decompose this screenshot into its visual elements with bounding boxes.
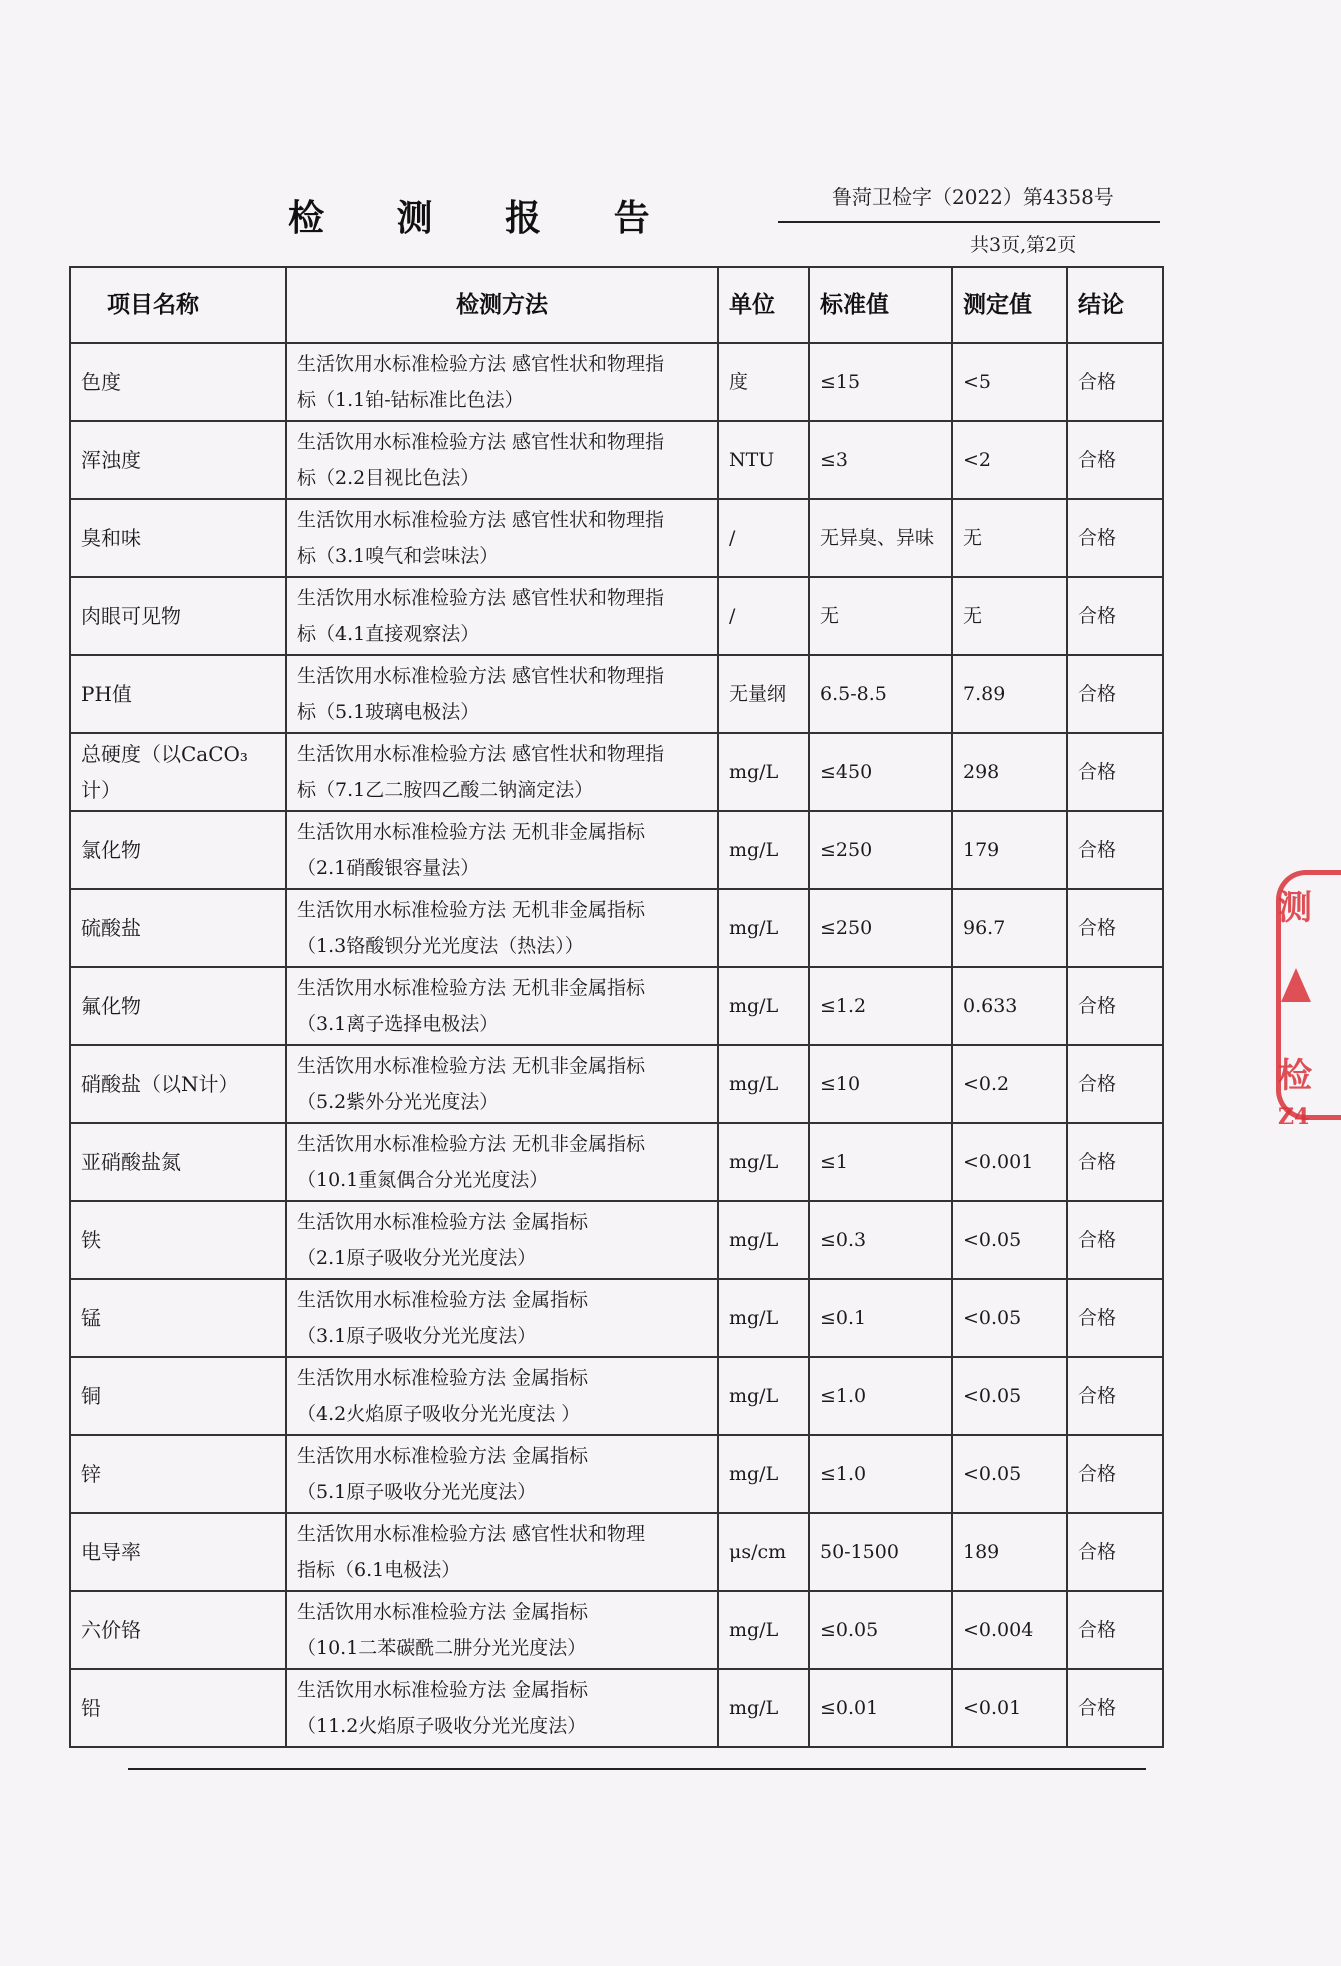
item-name-cell: 总硬度（以CaCO₃计） [70, 733, 286, 811]
method-line-1: 生活饮用水标准检验方法 感官性状和物理指 [297, 743, 665, 765]
table-row [70, 1045, 1163, 1123]
result-cell: 合格 [1067, 1279, 1163, 1357]
method-line-1: 生活饮用水标准检验方法 无机非金属指标 [297, 1055, 646, 1077]
method-line-2: （11.2火焰原子吸收分光光度法） [297, 1715, 587, 1737]
method-cell [286, 1591, 718, 1669]
method-line-1: 生活饮用水标准检验方法 感官性状和物理指 [297, 509, 665, 531]
header-standard: 标准值 [809, 267, 952, 343]
method-line-1: 生活饮用水标准检验方法 无机非金属指标 [297, 977, 646, 999]
unit-cell: NTU [718, 421, 809, 499]
table-row [70, 889, 1163, 967]
method-line-1: 生活饮用水标准检验方法 无机非金属指标 [297, 1133, 646, 1155]
method-cell [286, 1123, 718, 1201]
result-cell: 合格 [1067, 733, 1163, 811]
item-name-cell: 色度 [70, 343, 286, 421]
method-cell [286, 1201, 718, 1279]
footer-rule [128, 1768, 1146, 1770]
standard-value-cell: ≤450 [809, 733, 952, 811]
method-line-2: 标（7.1乙二胺四乙酸二钠滴定法） [297, 779, 594, 801]
table-row [70, 967, 1163, 1045]
item-name-cell: 肉眼可见物 [70, 577, 286, 655]
method-line-1: 生活饮用水标准检验方法 感官性状和物理指 [297, 587, 665, 609]
result-cell: 合格 [1067, 1669, 1163, 1747]
standard-value-cell: 无异臭、异味 [809, 499, 952, 577]
header-measured: 测定值 [952, 267, 1067, 343]
item-name-cell: 氟化物 [70, 967, 286, 1045]
report-title: 检 测 报 告 [288, 197, 680, 239]
measured-value-cell: 无 [952, 577, 1067, 655]
item-name-cell: 电导率 [70, 1513, 286, 1591]
method-line-1: 生活饮用水标准检验方法 金属指标 [297, 1289, 589, 1311]
standard-value-cell: ≤1.0 [809, 1435, 952, 1513]
unit-cell: mg/L [718, 1201, 809, 1279]
standard-value-cell: ≤1.0 [809, 1357, 952, 1435]
item-name-cell: 臭和味 [70, 499, 286, 577]
method-line-2: 标（3.1嗅气和尝味法） [297, 545, 499, 567]
method-cell [286, 889, 718, 967]
table-row [70, 577, 1163, 655]
unit-cell: mg/L [718, 967, 809, 1045]
measured-value-cell: 7.89 [952, 655, 1067, 733]
table-row [70, 1357, 1163, 1435]
measured-value-cell: 298 [952, 733, 1067, 811]
table-row [70, 733, 1163, 811]
standard-value-cell: ≤1 [809, 1123, 952, 1201]
unit-cell: mg/L [718, 1435, 809, 1513]
method-cell [286, 499, 718, 577]
item-name-cell: 六价铬 [70, 1591, 286, 1669]
result-cell: 合格 [1067, 1045, 1163, 1123]
item-name-cell: 硫酸盐 [70, 889, 286, 967]
standard-value-cell: ≤0.3 [809, 1201, 952, 1279]
header-unit: 单位 [718, 267, 809, 343]
method-line-1: 生活饮用水标准检验方法 感官性状和物理 [297, 1523, 646, 1545]
method-line-2: （5.2紫外分光光度法） [297, 1091, 499, 1113]
measured-value-cell: 96.7 [952, 889, 1067, 967]
method-line-2: （3.1离子选择电极法） [297, 1013, 499, 1035]
table-row [70, 1435, 1163, 1513]
standard-value-cell: 无 [809, 577, 952, 655]
method-line-2: 标（5.1玻璃电极法） [297, 701, 480, 723]
method-line-2: （4.2火焰原子吸收分光光度法 ） [297, 1403, 581, 1425]
standard-value-cell: ≤3 [809, 421, 952, 499]
method-line-2: 标（2.2目视比色法） [297, 467, 480, 489]
result-cell: 合格 [1067, 1201, 1163, 1279]
measured-value-cell: <0.05 [952, 1435, 1067, 1513]
method-line-2: （10.1重氮偶合分光光度法） [297, 1169, 549, 1191]
method-line-1: 生活饮用水标准检验方法 感官性状和物理指 [297, 431, 665, 453]
result-cell: 合格 [1067, 1123, 1163, 1201]
unit-cell: 无量纲 [718, 655, 809, 733]
document-number: 鲁菏卫检字（2022）第4358号 [832, 185, 1114, 209]
header-result: 结论 [1067, 267, 1163, 343]
page-info: 共3页,第2页 [970, 234, 1077, 256]
method-line-2: 标（1.1铂-钴标准比色法） [297, 389, 524, 411]
seal-text-top: 测 [1278, 888, 1312, 928]
measured-value-cell: <0.2 [952, 1045, 1067, 1123]
unit-cell: mg/L [718, 889, 809, 967]
method-line-2: （1.3铬酸钡分光光度法（热法）） [297, 935, 584, 957]
seal-star-icon [1281, 968, 1311, 1002]
item-name-cell: 浑浊度 [70, 421, 286, 499]
item-name-cell: 亚硝酸盐氮 [70, 1123, 286, 1201]
unit-cell: μs/cm [718, 1513, 809, 1591]
item-name-cell: PH值 [70, 655, 286, 733]
table-row [70, 655, 1163, 733]
unit-cell: mg/L [718, 733, 809, 811]
measured-value-cell: <0.001 [952, 1123, 1067, 1201]
result-cell: 合格 [1067, 421, 1163, 499]
method-line-1: 生活饮用水标准检验方法 金属指标 [297, 1601, 589, 1623]
standard-value-cell: ≤250 [809, 811, 952, 889]
item-name-cell: 铅 [70, 1669, 286, 1747]
standard-value-cell: 6.5-8.5 [809, 655, 952, 733]
method-cell [286, 1045, 718, 1123]
standard-value-cell: ≤250 [809, 889, 952, 967]
unit-cell: mg/L [718, 1123, 809, 1201]
table-row [70, 343, 1163, 421]
table-row [70, 1669, 1163, 1747]
table-row [70, 421, 1163, 499]
unit-cell: 度 [718, 343, 809, 421]
method-line-1: 生活饮用水标准检验方法 金属指标 [297, 1679, 589, 1701]
result-cell: 合格 [1067, 577, 1163, 655]
method-line-1: 生活饮用水标准检验方法 无机非金属指标 [297, 899, 646, 921]
method-line-2: 指标（6.1电极法） [297, 1559, 461, 1581]
item-name-cell: 锌 [70, 1435, 286, 1513]
results-table [69, 266, 1164, 1748]
method-line-1: 生活饮用水标准检验方法 金属指标 [297, 1211, 589, 1233]
method-cell [286, 1669, 718, 1747]
unit-cell: mg/L [718, 1279, 809, 1357]
unit-cell: / [718, 499, 809, 577]
table-header-row [70, 267, 1163, 343]
seal-code: Z4 [1278, 1104, 1310, 1130]
result-cell: 合格 [1067, 343, 1163, 421]
method-cell [286, 421, 718, 499]
measured-value-cell: <0.05 [952, 1357, 1067, 1435]
method-cell [286, 811, 718, 889]
method-line-1: 生活饮用水标准检验方法 感官性状和物理指 [297, 353, 665, 375]
method-cell [286, 1279, 718, 1357]
method-cell [286, 655, 718, 733]
method-cell [286, 1357, 718, 1435]
header-rule [778, 221, 1160, 223]
unit-cell: mg/L [718, 1669, 809, 1747]
result-cell: 合格 [1067, 499, 1163, 577]
measured-value-cell: <2 [952, 421, 1067, 499]
result-cell: 合格 [1067, 1357, 1163, 1435]
unit-cell: / [718, 577, 809, 655]
unit-cell: mg/L [718, 1591, 809, 1669]
result-cell: 合格 [1067, 967, 1163, 1045]
method-cell [286, 343, 718, 421]
result-cell: 合格 [1067, 811, 1163, 889]
result-cell: 合格 [1067, 1591, 1163, 1669]
result-cell: 合格 [1067, 1435, 1163, 1513]
table-row [70, 499, 1163, 577]
table-row [70, 1513, 1163, 1591]
table-row [70, 1279, 1163, 1357]
measured-value-cell: <0.004 [952, 1591, 1067, 1669]
item-name-cell: 锰 [70, 1279, 286, 1357]
measured-value-cell: 179 [952, 811, 1067, 889]
unit-cell: mg/L [718, 1357, 809, 1435]
table-row [70, 811, 1163, 889]
item-name-cell: 氯化物 [70, 811, 286, 889]
item-name-cell: 铜 [70, 1357, 286, 1435]
method-cell [286, 733, 718, 811]
measured-value-cell: 0.633 [952, 967, 1067, 1045]
unit-cell: mg/L [718, 811, 809, 889]
standard-value-cell: ≤15 [809, 343, 952, 421]
measured-value-cell: 189 [952, 1513, 1067, 1591]
measured-value-cell: <0.01 [952, 1669, 1067, 1747]
method-cell [286, 967, 718, 1045]
method-line-2: （2.1硝酸银容量法） [297, 857, 480, 879]
table-row [70, 1201, 1163, 1279]
standard-value-cell: 50-1500 [809, 1513, 952, 1591]
method-cell [286, 1513, 718, 1591]
method-cell [286, 577, 718, 655]
header-method: 检测方法 [286, 267, 718, 343]
table-row [70, 1123, 1163, 1201]
measured-value-cell: <0.05 [952, 1279, 1067, 1357]
standard-value-cell: ≤1.2 [809, 967, 952, 1045]
table-row [70, 1591, 1163, 1669]
result-cell: 合格 [1067, 655, 1163, 733]
method-line-2: 标（4.1直接观察法） [297, 623, 480, 645]
measured-value-cell: <5 [952, 343, 1067, 421]
method-line-1: 生活饮用水标准检验方法 无机非金属指标 [297, 821, 646, 843]
measured-value-cell: <0.05 [952, 1201, 1067, 1279]
header-item-name: 项目名称 [70, 267, 286, 343]
method-line-1: 生活饮用水标准检验方法 感官性状和物理指 [297, 665, 665, 687]
method-cell [286, 1435, 718, 1513]
result-cell: 合格 [1067, 889, 1163, 967]
method-line-2: （2.1原子吸收分光光度法） [297, 1247, 537, 1269]
seal-text-bottom: 检 [1278, 1056, 1312, 1096]
method-line-2: （10.1二苯碳酰二肼分光光度法） [297, 1637, 587, 1659]
standard-value-cell: ≤0.1 [809, 1279, 952, 1357]
method-line-1: 生活饮用水标准检验方法 金属指标 [297, 1445, 589, 1467]
unit-cell: mg/L [718, 1045, 809, 1123]
method-line-1: 生活饮用水标准检验方法 金属指标 [297, 1367, 589, 1389]
method-line-2: （3.1原子吸收分光光度法） [297, 1325, 537, 1347]
measured-value-cell: 无 [952, 499, 1067, 577]
standard-value-cell: ≤0.05 [809, 1591, 952, 1669]
result-cell: 合格 [1067, 1513, 1163, 1591]
standard-value-cell: ≤10 [809, 1045, 952, 1123]
item-name-cell: 硝酸盐（以N计） [70, 1045, 286, 1123]
standard-value-cell: ≤0.01 [809, 1669, 952, 1747]
item-name-cell: 铁 [70, 1201, 286, 1279]
method-line-2: （5.1原子吸收分光光度法） [297, 1481, 537, 1503]
